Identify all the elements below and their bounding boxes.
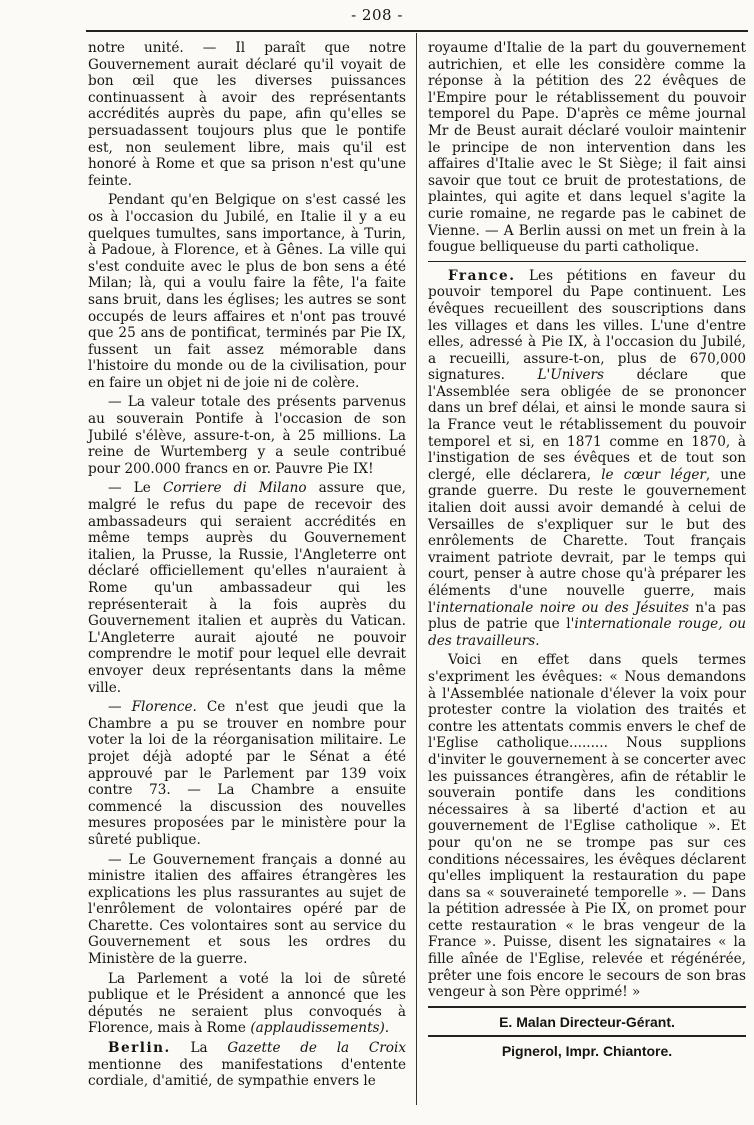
- italic-phrase: le cœur léger: [601, 466, 706, 483]
- text-run: n'a pas plus de patrie que l': [428, 599, 746, 633]
- italic-phrase: internationale rouge, ou des travailleurs.: [428, 616, 746, 649]
- article-paragraph: Voici en effet dans quels termes s'expriment les évêques: « Nous demandons à l'Assemblée nationale d'élever la voix pour protester contre la violation des traités et contre les attentats commis envers le chef de l'Eglise catholique......... Nous supplions d'inviter le gouvernement à se concerter avec les puissances étrangères, afin de rétablir le souverain pontife dans les conditions nécessaires à sa liberté d'action et au gouvernement de l'Eglise catholique ». Et pour qu'on ne se trompe pas sur ces conditions nécessaires, les évêques déclarent qu'elles impliquent la restauration du pape dans sa « souveraineté temporelle ». — Dans la pétition adressée à Pie IX, on promet pour cette restauration « le bras vengeur de la France ». Puisse, disent les signataires « la fille aînée de l'Eglise, relevée et régénérée, prêter une fois encore le secours de son bras vengeur à son Père opprimé! »: [428, 652, 746, 1001]
- text-run: Les pétitions en faveur du pouvoir temporel du Pape continuent. Les évêques recueillent des souscriptions dans les villages et dans les villes. L'une d'entre elles, adressé à Pie IX, à l'occasion du Jubilé, a recueilli, assure-t-on, plus de 670,000 signatures.: [428, 267, 746, 384]
- text-run: déclare que l'Assemblée sera obligée de se prononcer dans un bref délai, et ainsi le monde saura si la France veut le rétablissement du pouvoir temporel et si, en 1871 comme en 1870, à l'instigation de ses évêques et de tout son clergé, elle déclarera,: [428, 367, 746, 483]
- page-number: - 208 -: [351, 6, 403, 24]
- article-paragraph: notre unité. — Il paraît que notre Gouvernement aurait déclaré qu'il voyait de bon œil que les diverses puissances continuassent à avoir des représentants accrédités auprès du pape, afin qu'elles se persuadassent toujours plus que le pontife est, non seulement libre, mais qu'il est honoré à Rome et que sa prison n'est qu'une feinte.: [88, 40, 406, 189]
- italic-remark: (applaudissements).: [250, 1020, 390, 1037]
- text-run: —: [108, 699, 132, 716]
- printer-line: Pignerol, Impr. Chiantore.: [501, 1043, 673, 1060]
- article-paragraph: [88, 480, 406, 696]
- text-run: , une grande guerre. Du reste le gouvernement italien doit aussi avoir demandé à celui de Versailles de s'expliquer sur le but des enrôlements de Charette. Tout français vraiment patriote devrait, par le temps qui court, penser à autre chose qu'à préparer les éléments d'une nouvelle guerre, mais l': [428, 466, 746, 616]
- text-run: Ce n'est que jeudi que la Chambre a pu se trouver en nombre pour voter la loi de la réorganisation militaire. Le projet déjà adopté par le Sénat a été approuvé par le Parlement par 139 voix contre 73. — La Chambre a ensuite commencé la discussion des nouvelles mesures proposées par le ministère pour la sûreté publique.: [88, 699, 406, 848]
- director-signature: E. Malan Directeur-Gérant.: [499, 1013, 675, 1030]
- text-run: La: [170, 1040, 228, 1057]
- article-paragraph: [88, 971, 406, 1037]
- header-rule: [86, 30, 748, 32]
- signature-rule-top: [428, 1006, 746, 1008]
- section-heading-berlin: Berlin.: [108, 1040, 171, 1057]
- text-run: La Parlement a voté la loi de sûreté publique et le Président a annoncé que les députés ne seraient plus convoqués à Florence, mais à Rome: [88, 970, 406, 1037]
- italic-phrase: internationale noire ou des Jésuites: [436, 599, 690, 616]
- signature-rule-bottom: [428, 1035, 746, 1037]
- text-run: assure que, malgré le refus du pape de recevoir des ambassadeurs qui seraient accrédités en même temps auprès du Gouvernement italien, la Prusse, la Russie, l'Angleterre ont déclaré officiellement qu'elles n'auraient à Rome qu'un ambassadeur qui les représenterait à la fois auprès du Gouvernement italien et auprès du Vatican. L'Angleterre aurait ajouté ne pouvoir comprendre le motif pour lequel elle devrait envoyer deux représentants dans la même ville.: [88, 480, 406, 696]
- newspaper-title: Gazette de la Croix: [227, 1040, 406, 1057]
- column-divider: [416, 33, 417, 1105]
- article-paragraph: [88, 1040, 406, 1090]
- article-paragraph: [428, 268, 746, 650]
- article-paragraph: [88, 699, 406, 848]
- text-run: mentionne des manifestations d'entente cordiale, d'amitié, de sympathie envers le: [88, 1056, 406, 1090]
- section-heading-france: France.: [448, 267, 516, 284]
- place-heading: Florence.: [131, 699, 197, 716]
- newspaper-title: Corriere di Milano: [162, 480, 307, 497]
- left-column: [88, 40, 406, 1093]
- right-column: [428, 40, 746, 1062]
- article-paragraph: — Le Gouvernement français a donné au ministre italien des affaires étrangères les explications les plus rassurantes au sujet de l'enrôlement de volontaires opéré par de Charette. Ces volontaires sont au service du Gouvernement et sous les ordres du Ministère de la guerre.: [88, 851, 406, 968]
- article-paragraph: royaume d'Italie de la part du gouvernement autrichien, et elle les considère comme la réponse à la pétition des 22 évêques de l'Empire pour le rétablissement du pouvoir temporel du Pape. D'après ce même journal Mr de Beust aurait déclaré vouloir maintenir le principe de non intervention dans les affaires d'Italie avec le St Siège; il fait ainsi savoir que tout ce bruit de protestations, de plaintes, qui agite et dans lequel s'agite la curie romaine, ne regarde pas le cabinet de Vienne. — A Berlin aussi on met un frein à la fougue belliqueuse du parti catholique.: [428, 40, 746, 256]
- text-run: — Le: [108, 480, 163, 497]
- article-paragraph: Pendant qu'en Belgique on s'est cassé les os à l'occasion du Jubilé, en Italie il y a eu quelques tumultes, sans importance, à Turin, à Padoue, à Florence, et à Gênes. La ville qui s'est conduite avec le plus de bon sens a été Milan; là, qui a voulu faire la fête, l'a faite sans bruit, dans les églises; les autres se sont occupés de leurs affaires et n'ont pas trouvé que 25 ans de pontificat, terminés par Pie IX, fussent un fait assez mémorable dans l'histoire du monde ou de la civilisation, pour en faire un objet ni de joie ni de colère.: [88, 192, 406, 391]
- article-paragraph: — La valeur totale des présents parvenus au souverain Pontife à l'occasion de son Jubilé s'élève, assure-t-on, à 25 millions. La reine de Wurtemberg y a seule contribué pour 200.000 francs en or. Pauvre Pie IX!: [88, 394, 406, 477]
- section-rule: [428, 261, 746, 262]
- newspaper-title: L'Univers: [537, 367, 605, 384]
